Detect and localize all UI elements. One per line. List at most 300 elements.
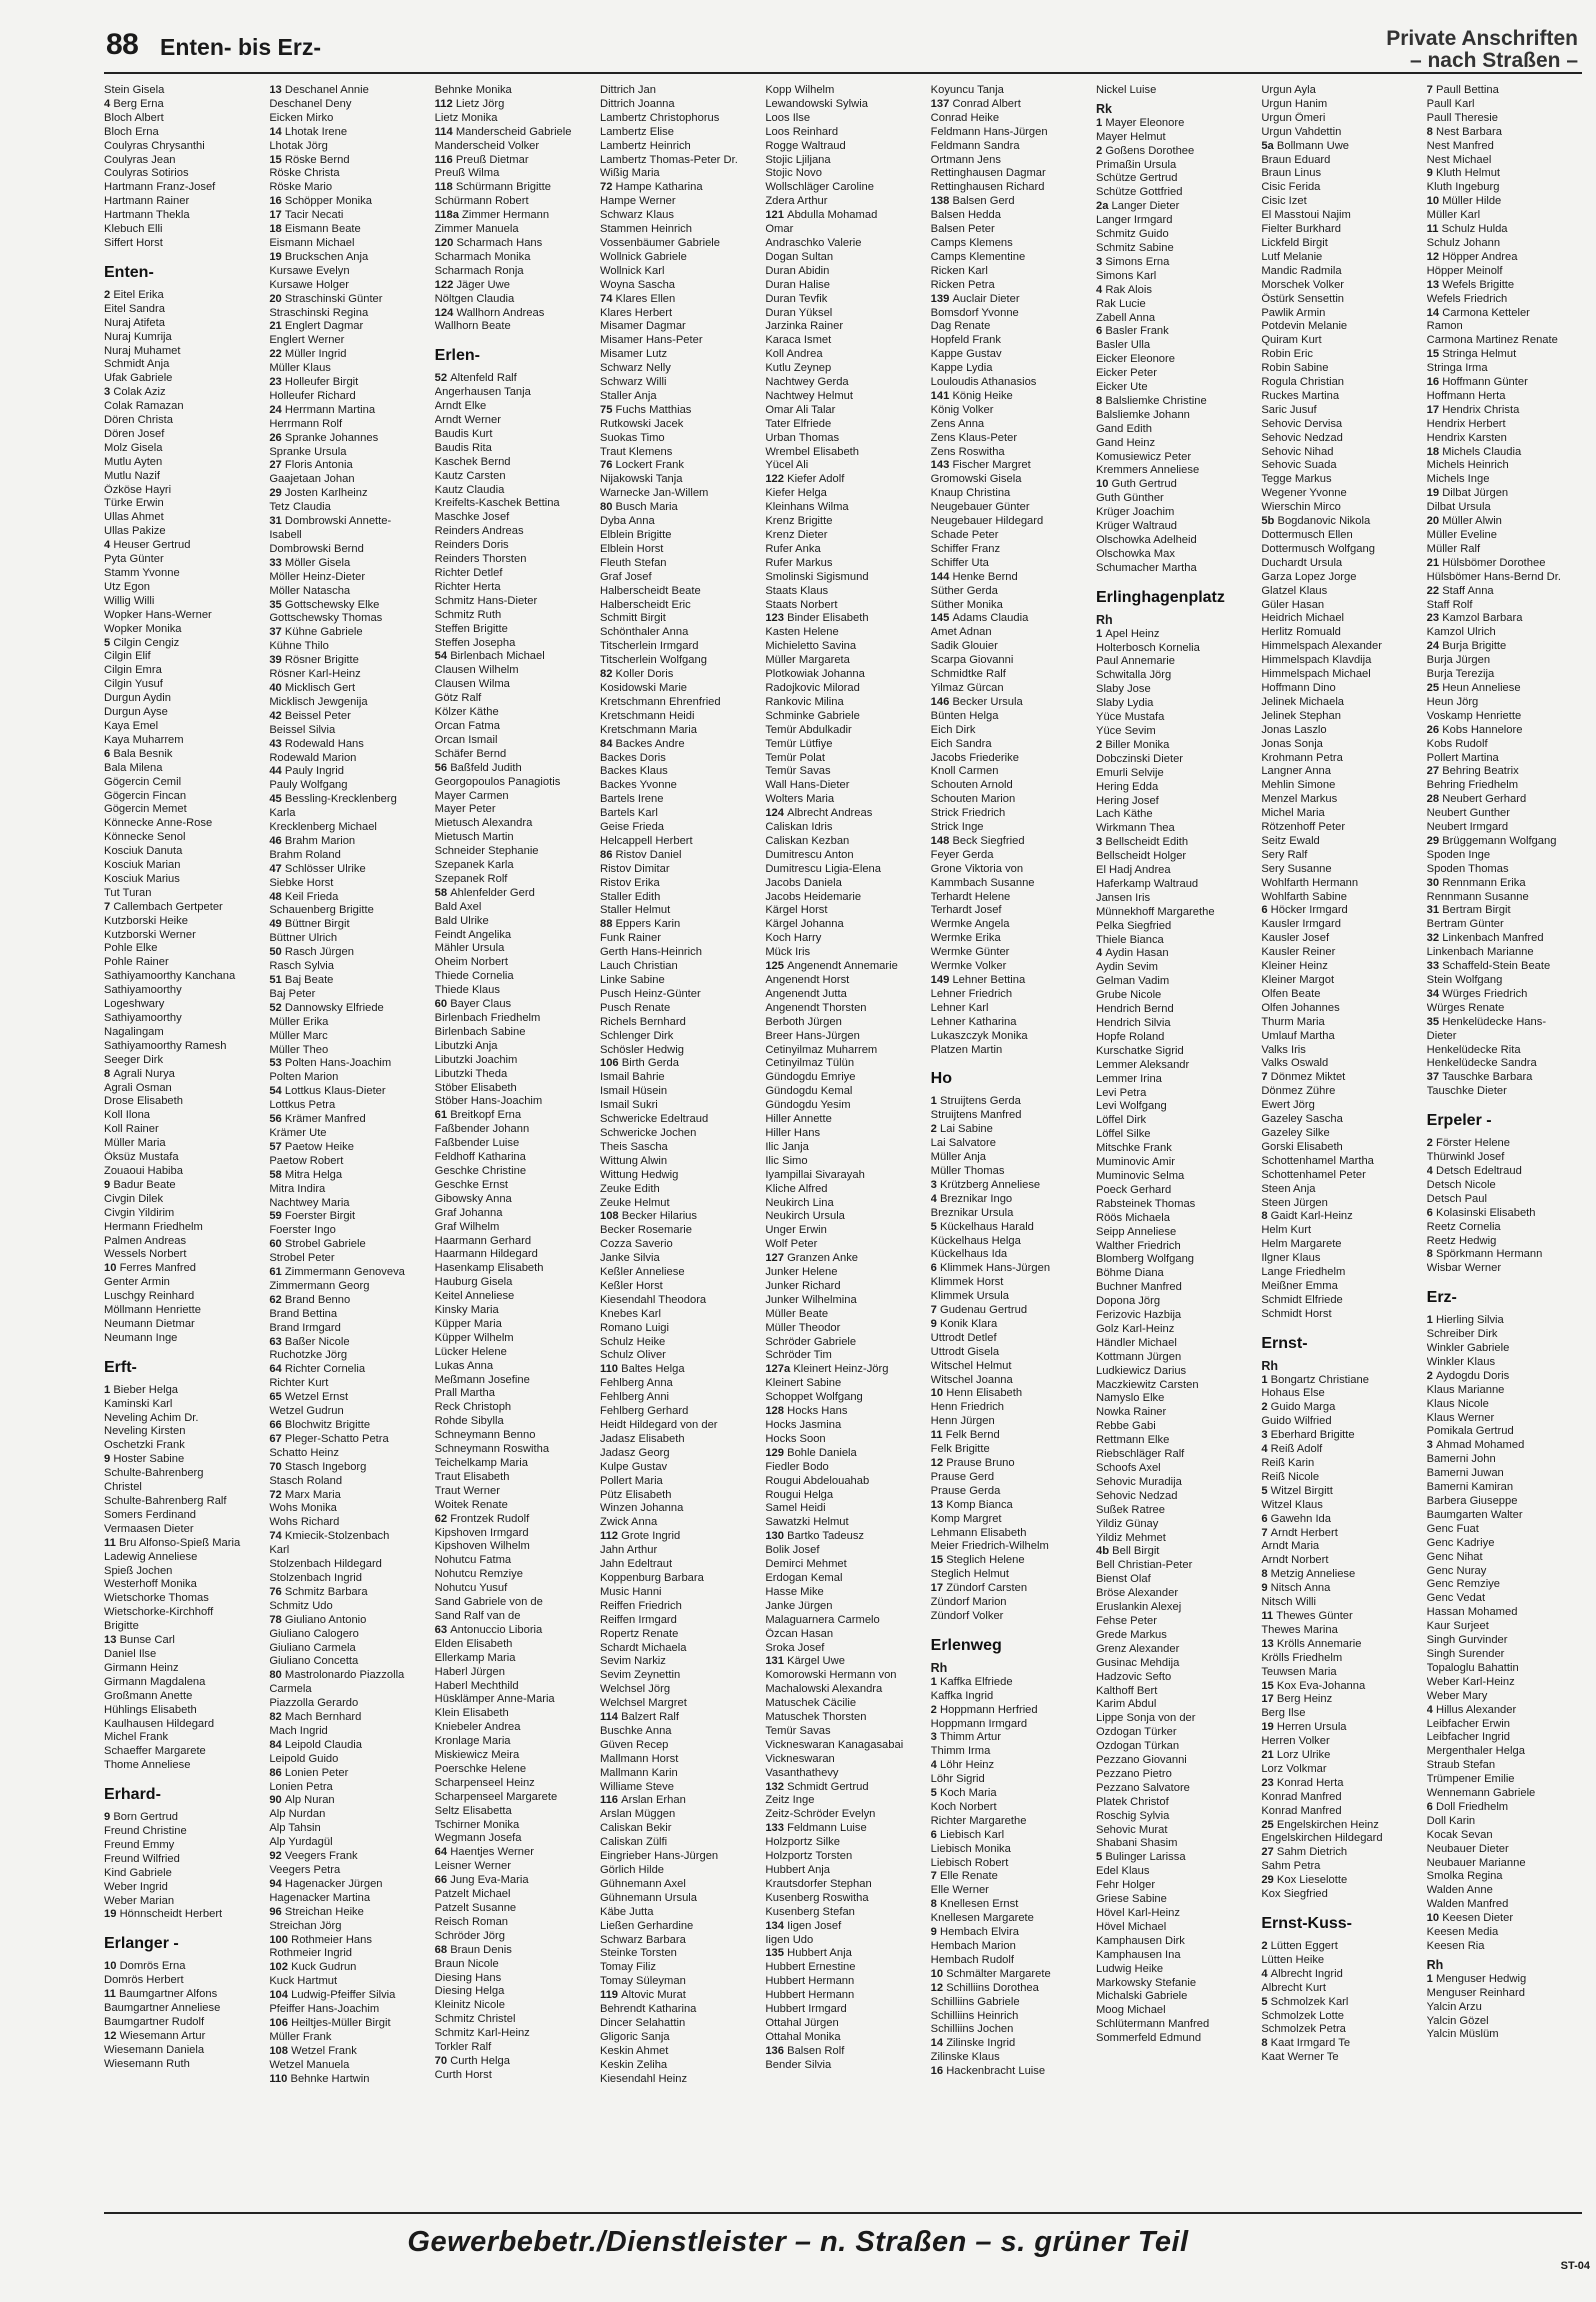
resident-entry: Kamzol Ulrich <box>1426 626 1496 639</box>
resident-entry: Zündorf Marion <box>930 1596 1007 1609</box>
resident-entry <box>269 1614 424 1628</box>
resident-entry: Schilliins Gabriele <box>930 1995 1020 2008</box>
resident-entry: Liebisch Robert <box>930 1856 1009 1869</box>
house-number: 5 <box>930 1787 940 1800</box>
resident-name: Albrecht Andreas <box>787 807 873 820</box>
resident-entry: Alp Tahsin <box>269 1822 321 1835</box>
resident-entry: Tegge Markus <box>1261 473 1332 486</box>
house-number: 7 <box>1261 1526 1271 1539</box>
resident-name: Staff Anna <box>1442 584 1494 597</box>
resident-entry: Staller Anja <box>599 389 657 402</box>
resident-entry: Bienst Olaf <box>1095 1573 1151 1586</box>
resident-entry: Daniel Ilse <box>104 1647 157 1660</box>
resident-entry: Hauburg Gisela <box>434 1276 513 1289</box>
resident-entry: Pfeiffer Hans-Joachim <box>269 2003 380 2016</box>
resident-entry: Schröder Gabriele <box>765 1335 857 1348</box>
resident-name: Balsen Rolf <box>787 2044 845 2057</box>
resident-entry: Hohaus Else <box>1261 1387 1325 1400</box>
resident-entry: Woitek Renate <box>434 1498 508 1511</box>
resident-entry <box>765 612 920 626</box>
house-number: 110 <box>599 1363 622 1376</box>
resident-entry <box>269 765 424 779</box>
house-number: 2 <box>1426 1137 1436 1150</box>
resident-name: Wallhorn Andreas <box>456 306 545 319</box>
resident-entry: Blomberg Wolfgang <box>1095 1253 1195 1266</box>
resident-entry: Foerster Ingo <box>269 1224 336 1237</box>
resident-entry <box>1427 1248 1582 1262</box>
resident-entry: Brigitte <box>104 1620 139 1633</box>
resident-entry: Lange Friedhelm <box>1261 1266 1346 1279</box>
resident-name: Sahm Dietrich <box>1276 1846 1348 1859</box>
resident-entry: Arndt Maria <box>1261 1540 1320 1553</box>
resident-entry <box>269 918 424 932</box>
resident-entry: Sery Ralf <box>1261 848 1308 861</box>
resident-entry: Sathiyamoorthy Ramesh <box>104 1039 227 1052</box>
resident-entry: Nuraj Muhamet <box>104 344 181 357</box>
resident-name: Lai Sabine <box>940 1123 993 1136</box>
resident-entry: Rodewald Marion <box>269 751 357 764</box>
resident-entry: Traut Klemens <box>599 445 673 458</box>
house-number: 26 <box>269 431 285 444</box>
resident-entry <box>931 1387 1086 1401</box>
resident-entry: Neveling Achim Dr. <box>104 1411 199 1424</box>
resident-entry: Sehovic Nihad <box>1261 445 1334 458</box>
resident-entry: Vickneswaran <box>765 1752 835 1765</box>
resident-entry: Wermke Günter <box>930 946 1010 959</box>
house-number: 10 <box>930 1967 947 1980</box>
resident-entry: Helm Kurt <box>1261 1224 1312 1237</box>
resident-name: Callembach Gertpeter <box>113 900 223 913</box>
house-number: 4b <box>1095 1545 1113 1558</box>
house-number: 80 <box>599 501 616 514</box>
house-number: 86 <box>269 1766 285 1779</box>
resident-entry: Maschke Josef <box>434 511 510 524</box>
resident-name: Brüggemann Wolfgang <box>1442 834 1557 847</box>
resident-entry: Neubauer Dieter <box>1426 1842 1509 1855</box>
resident-entry <box>765 1822 920 1836</box>
resident-entry <box>1427 126 1582 140</box>
house-number: 17 <box>269 209 285 222</box>
resident-entry: Schulz Oliver <box>599 1349 666 1362</box>
resident-entry: Tetz Claudia <box>269 501 331 514</box>
resident-name: Bell Birgit <box>1112 1545 1160 1558</box>
resident-entry: Ottahal Monika <box>765 2030 841 2043</box>
resident-entry: Junker Richard <box>765 1279 841 1292</box>
resident-entry <box>269 195 424 209</box>
house-number: 14 <box>930 2037 947 2050</box>
resident-entry: Pelka Siegfried <box>1095 919 1172 932</box>
resident-entry <box>1261 1582 1416 1596</box>
resident-entry: Tauschke Dieter <box>1426 1085 1507 1098</box>
resident-entry <box>1096 200 1251 214</box>
resident-entry <box>269 1391 424 1405</box>
resident-entry: Basler Ulla <box>1095 339 1151 352</box>
house-number: 9 <box>1261 1582 1271 1595</box>
resident-entry <box>435 209 590 223</box>
house-number: 54 <box>434 650 451 663</box>
resident-entry: Kusenberg Stefan <box>765 1905 855 1918</box>
house-number: 16 <box>1426 376 1443 389</box>
house-number: 24 <box>1426 640 1443 653</box>
resident-entry <box>269 682 424 696</box>
resident-entry: Singh Gurvinder <box>1426 1634 1508 1647</box>
house-number: 1 <box>1095 116 1106 129</box>
resident-entry: Kliche Alfred <box>765 1182 828 1195</box>
house-number: 52 <box>434 372 451 385</box>
resident-entry <box>600 501 755 515</box>
resident-entry: Sehovic Murat <box>1095 1823 1168 1836</box>
resident-entry: Durgun Ayse <box>104 706 168 719</box>
resident-name: Lütten Eggert <box>1270 1940 1338 1952</box>
resident-name: Müller Hilde <box>1442 195 1502 208</box>
resident-entry: Kreifelts-Kaschek Bettina <box>434 497 560 510</box>
resident-entry: Mähler Ursula <box>434 942 505 955</box>
resident-entry: Steffen Brigitte <box>434 622 508 635</box>
resident-entry <box>269 459 424 473</box>
house-number: 28 <box>1426 793 1443 806</box>
resident-entry <box>1427 960 1582 974</box>
resident-name: Konrad Herta <box>1276 1776 1344 1789</box>
resident-entry: Samel Heidi <box>765 1502 826 1515</box>
resident-entry: Wisbar Werner <box>1426 1262 1502 1275</box>
house-number: 21 <box>1426 556 1443 569</box>
resident-entry: Lhotak Jörg <box>269 139 328 152</box>
resident-name: Breznikar Ingo <box>940 1192 1013 1205</box>
resident-entry <box>269 1794 424 1808</box>
house-number: 67 <box>269 1432 285 1445</box>
resident-entry: Keskin Zeliha <box>599 2058 668 2071</box>
house-number: 8 <box>104 1067 114 1080</box>
house-number: 49 <box>269 918 285 931</box>
house-number: 4 <box>1426 1703 1436 1716</box>
resident-entry: Pollert Maria <box>599 1474 663 1487</box>
resident-name: Blochwitz Brigitte <box>284 1419 371 1431</box>
resident-entry: Ricken Petra <box>930 278 995 291</box>
resident-entry: Domrös Herbert <box>104 1974 184 1987</box>
resident-entry: Küpper Wilhelm <box>434 1331 514 1344</box>
resident-entry: Buchner Manfred <box>1095 1281 1182 1294</box>
resident-name: Balzert Ralf <box>621 1711 679 1724</box>
resident-entry <box>1261 1638 1416 1652</box>
resident-entry: Omar <box>765 223 794 236</box>
house-number: 20 <box>269 292 285 305</box>
resident-entry: Spoden Thomas <box>1426 862 1509 875</box>
resident-name: Hembach Elvira <box>940 1926 1019 1939</box>
resident-entry <box>269 1141 424 1155</box>
resident-entry <box>104 98 259 112</box>
resident-entry: Sroka Josef <box>765 1641 825 1654</box>
resident-entry: Smolinski Sigismund <box>765 570 869 583</box>
resident-entry: Pezzano Salvatore <box>1095 1781 1190 1794</box>
resident-name: Linkenbach Manfred <box>1442 932 1544 945</box>
resident-entry: Stammen Heinrich <box>599 223 693 236</box>
resident-name: Wefels Brigitte <box>1442 278 1515 291</box>
resident-entry: Komorowski Hermann von <box>765 1669 897 1682</box>
resident-entry <box>269 1878 424 1892</box>
resident-entry <box>104 386 259 400</box>
house-number: 119 <box>599 1989 622 2002</box>
resident-name: Simons Erna <box>1105 255 1170 268</box>
resident-entry <box>104 901 259 915</box>
resident-entry: Lemmer Irina <box>1095 1072 1162 1085</box>
house-number: 4 <box>104 97 114 110</box>
house-number: 130 <box>765 1530 788 1543</box>
resident-name: Tacir Necati <box>284 209 344 222</box>
resident-entry: Kutzborski Werner <box>104 928 196 941</box>
street-heading: Erlenweg <box>930 1636 1002 1654</box>
resident-entry: Kusenberg Roswitha <box>765 1891 869 1904</box>
house-number: 76 <box>269 1585 285 1598</box>
resident-entry <box>269 84 424 98</box>
resident-entry: Angerhausen Tanja <box>434 386 531 399</box>
resident-name: Kleinert Heinz-Jörg <box>793 1363 889 1376</box>
resident-entry: Wittung Hedwig <box>599 1168 679 1181</box>
resident-entry: Gündogdu Yesim <box>765 1099 851 1112</box>
resident-entry: Schwarz Willi <box>599 376 667 389</box>
resident-name: Dannowsky Elfriede <box>284 1001 384 1014</box>
resident-entry: Holzportz Silke <box>765 1836 840 1849</box>
resident-name: Lottkus Klaus-Dieter <box>284 1085 386 1098</box>
house-number: 66 <box>269 1419 285 1431</box>
resident-entry <box>1427 793 1582 807</box>
house-number: 25 <box>1261 1818 1277 1831</box>
resident-entry: Güven Recep <box>599 1738 669 1751</box>
house-number: 19 <box>1426 487 1443 500</box>
resident-entry: Wietschorke-Kirchhoff <box>104 1606 214 1619</box>
resident-entry <box>931 1554 1086 1568</box>
resident-entry: Großmann Anette <box>104 1689 193 1702</box>
house-number: 4 <box>1095 947 1106 960</box>
resident-entry: Schaeffer Margarete <box>104 1745 206 1758</box>
resident-name: Rodewald Hans <box>284 737 364 750</box>
house-number: 29 <box>269 487 285 500</box>
resident-entry: Reinders Doris <box>434 539 509 552</box>
resident-entry <box>931 98 1086 112</box>
resident-entry: Krautsdorfer Stephan <box>765 1877 872 1890</box>
resident-entry: Wermke Erika <box>930 932 1001 945</box>
resident-entry: Stojic Novo <box>765 167 822 180</box>
resident-entry: Kretschmann Ehrenfried <box>599 695 721 708</box>
resident-entry: Jahn Arthur <box>599 1544 658 1557</box>
resident-entry <box>931 1193 1086 1207</box>
resident-entry: Piazzolla Gerardo <box>269 1697 359 1710</box>
resident-entry: Schwitalla Jörg <box>1095 669 1172 682</box>
resident-entry <box>1261 1610 1416 1624</box>
resident-entry: Ozdogan Türker <box>1095 1726 1177 1739</box>
resident-entry: Hembach Rudolf <box>930 1953 1014 1966</box>
resident-entry: Schmidtke Ralf <box>930 668 1006 681</box>
resident-entry: Wall Hans-Dieter <box>765 779 850 792</box>
resident-entry: Vasanthathevy <box>765 1766 839 1779</box>
street-heading: Ho <box>930 1070 952 1088</box>
resident-name: Elle Renate <box>940 1870 998 1883</box>
street-heading: Ernst- <box>1261 1334 1308 1352</box>
resident-entry: Mallmann Karin <box>599 1766 678 1779</box>
resident-entry: Rougui Abdelouahab <box>765 1474 870 1487</box>
house-number: 10 <box>1426 195 1443 208</box>
resident-entry: Müller Marc <box>269 1029 328 1042</box>
resident-entry <box>269 1961 424 1975</box>
resident-entry: Leipold Guido <box>269 1752 339 1765</box>
resident-name: Kamzol Barbara <box>1442 612 1523 625</box>
resident-entry: Michel Maria <box>1261 807 1325 820</box>
resident-entry: Durgun Aydin <box>104 692 171 705</box>
resident-entry: Behring Friedhelm <box>1426 779 1519 792</box>
resident-entry: Zdera Arthur <box>765 195 828 208</box>
resident-entry: Lickfeld Birgit <box>1261 236 1328 249</box>
resident-entry: Schösler Hedwig <box>599 1043 684 1056</box>
resident-entry: Pawlik Armin <box>1261 306 1326 319</box>
resident-entry <box>104 1453 259 1467</box>
resident-entry: Langer Irmgard <box>1095 214 1173 227</box>
resident-entry: Jacobs Friederike <box>930 751 1019 764</box>
resident-entry: Misamer Dagmar <box>599 320 686 333</box>
resident-entry: Jelinek Michaela <box>1261 695 1345 708</box>
resident-entry: Kox Siegfried <box>1261 1888 1328 1901</box>
house-number: 7 <box>1261 1071 1271 1084</box>
resident-entry: Schwarz Klaus <box>599 209 674 222</box>
resident-entry: Jarzinka Rainer <box>765 320 844 333</box>
house-number: 15 <box>269 153 285 166</box>
resident-entry: Misamer Hans-Peter <box>599 334 703 347</box>
resident-entry: Kausler Reiner <box>1261 946 1336 959</box>
resident-entry: Ismail Sukri <box>599 1099 658 1112</box>
resident-entry: Reiß Nicole <box>1261 1470 1320 1483</box>
resident-name: Thewes Günter <box>1276 1609 1353 1622</box>
resident-entry: Guido Wilfried <box>1261 1415 1332 1428</box>
resident-name: Struijtens Gerda <box>940 1095 1021 1108</box>
house-number: 8 <box>1095 394 1106 407</box>
resident-entry <box>435 2055 590 2069</box>
house-number: 56 <box>434 761 451 774</box>
resident-entry: Zeuke Edith <box>599 1182 660 1195</box>
resident-entry: Meißner Emma <box>1261 1279 1338 1292</box>
house-number: 64 <box>434 1846 451 1859</box>
resident-entry: Helcappell Herbert <box>599 834 693 847</box>
resident-entry: Koll Andrea <box>765 348 823 361</box>
resident-entry: Konrad Manfred <box>1261 1790 1342 1803</box>
house-number: 17 <box>930 1582 947 1595</box>
resident-entry: Henkelüdecke Sandra <box>1426 1057 1537 1070</box>
house-number: 6 <box>930 1262 940 1275</box>
resident-name: Baßer Nicole <box>284 1335 350 1348</box>
resident-entry: Wißig Maria <box>599 167 660 180</box>
resident-entry: Neugebauer Hildegard <box>930 515 1044 528</box>
resident-entry: Sathiyamoorthy <box>104 1012 182 1024</box>
resident-entry <box>104 1960 259 1974</box>
house-number: 17 <box>1426 403 1443 416</box>
resident-entry: Yalcin Arzu <box>1426 2000 1482 2013</box>
resident-entry: Hoppmann Irmgard <box>930 1717 1028 1730</box>
resident-entry: Barbera Giuseppe <box>1426 1495 1518 1507</box>
house-number: 4 <box>1095 283 1106 296</box>
house-number: 120 <box>434 236 457 249</box>
house-number: 3 <box>1095 836 1106 849</box>
resident-entry: Gühnemann Axel <box>599 1877 686 1890</box>
house-number: 124 <box>434 306 457 319</box>
resident-name: Granzen Anke <box>787 1252 859 1265</box>
resident-entry <box>600 1989 755 2003</box>
resident-entry: Sehovic Muradija <box>1095 1475 1182 1488</box>
resident-name: Cilgin Cengiz <box>113 636 180 649</box>
house-number: 7 <box>930 1304 940 1317</box>
resident-entry <box>269 1934 424 1948</box>
resident-entry: Scharpenseel Margarete <box>434 1790 558 1803</box>
resident-name: Josten Karlheinz <box>284 487 368 500</box>
resident-name: Baltes Helga <box>621 1363 685 1376</box>
house-number: 7 <box>104 900 114 913</box>
resident-entry <box>269 1363 424 1377</box>
resident-entry: Keskin Ahmet <box>599 2044 669 2057</box>
house-number: 114 <box>434 125 456 138</box>
resident-entry: Prause Gerda <box>930 1484 1001 1497</box>
resident-name: Mach Bernhard <box>284 1711 362 1724</box>
resident-entry: Clausen Wilma <box>434 678 510 691</box>
resident-name: Löhr Heinz <box>940 1759 995 1772</box>
house-number: 1 <box>1426 1972 1436 1985</box>
resident-entry: Kautz Carsten <box>434 469 506 482</box>
resident-entry: Patzelt Susanne <box>434 1902 517 1914</box>
resident-entry: Orcan Ismail <box>434 733 498 746</box>
resident-entry <box>104 637 259 651</box>
resident-entry: Kaschek Bernd <box>434 455 511 468</box>
resident-name: Domrös Erna <box>119 1960 186 1973</box>
resident-entry: Gazeley Silke <box>1261 1126 1330 1139</box>
resident-entry: El Hadj Andrea <box>1095 864 1171 877</box>
resident-name: Keil Frieda <box>284 890 339 903</box>
resident-entry: Müller Erika <box>269 1015 329 1028</box>
resident-entry <box>931 2065 1086 2079</box>
resident-name: Grote Ingrid <box>621 1530 681 1543</box>
resident-entry: Backes Klaus <box>599 765 668 778</box>
resident-entry: Matuschek Thorsten <box>765 1711 867 1724</box>
resident-entry: Valks Iris <box>1261 1043 1306 1056</box>
resident-entry: Arndt Elke <box>434 400 487 413</box>
resident-entry <box>931 1870 1086 1884</box>
resident-name: Guido Marga <box>1270 1401 1336 1414</box>
resident-entry <box>269 126 424 140</box>
house-number: 14 <box>1426 306 1443 319</box>
resident-entry: Rettinghausen Dagmar <box>930 167 1046 180</box>
house-number: 42 <box>269 709 285 722</box>
resident-name: Rasch Jürgen <box>284 946 354 959</box>
resident-name: Schmitz Barbara <box>284 1585 368 1598</box>
resident-entry: Himmelspach Klavdija <box>1261 654 1372 667</box>
resident-entry: Stasch Roland <box>269 1474 343 1487</box>
resident-entry <box>104 1384 259 1398</box>
house-number: 116 <box>599 1794 622 1807</box>
resident-entry: Misamer Lutz <box>599 348 668 361</box>
resident-entry: Caliskan Idris <box>765 821 833 834</box>
resident-entry: Kaffka Ingrid <box>930 1689 994 1702</box>
house-number: 64 <box>269 1363 285 1376</box>
resident-entry: Sand Ralf van de <box>434 1609 521 1622</box>
resident-entry: Braun Linus <box>1261 167 1322 180</box>
resident-entry: Keesen Ria <box>1426 1940 1485 1952</box>
resident-entry <box>931 1095 1086 1109</box>
district-code: Rh <box>1095 612 1113 627</box>
resident-entry <box>269 293 424 307</box>
resident-name: Colak Aziz <box>113 386 166 399</box>
house-number: 61 <box>434 1109 451 1122</box>
house-number: 7 <box>1426 84 1436 96</box>
resident-entry: Burja Terezija <box>1426 668 1495 681</box>
resident-entry: Fleuth Stefan <box>599 556 667 569</box>
resident-name: Schaffeld-Stein Beate <box>1442 960 1551 973</box>
resident-entry <box>269 793 424 807</box>
street-heading: Erpeler - <box>1426 1112 1492 1130</box>
resident-name: Tauschke Barbara <box>1442 1071 1533 1084</box>
